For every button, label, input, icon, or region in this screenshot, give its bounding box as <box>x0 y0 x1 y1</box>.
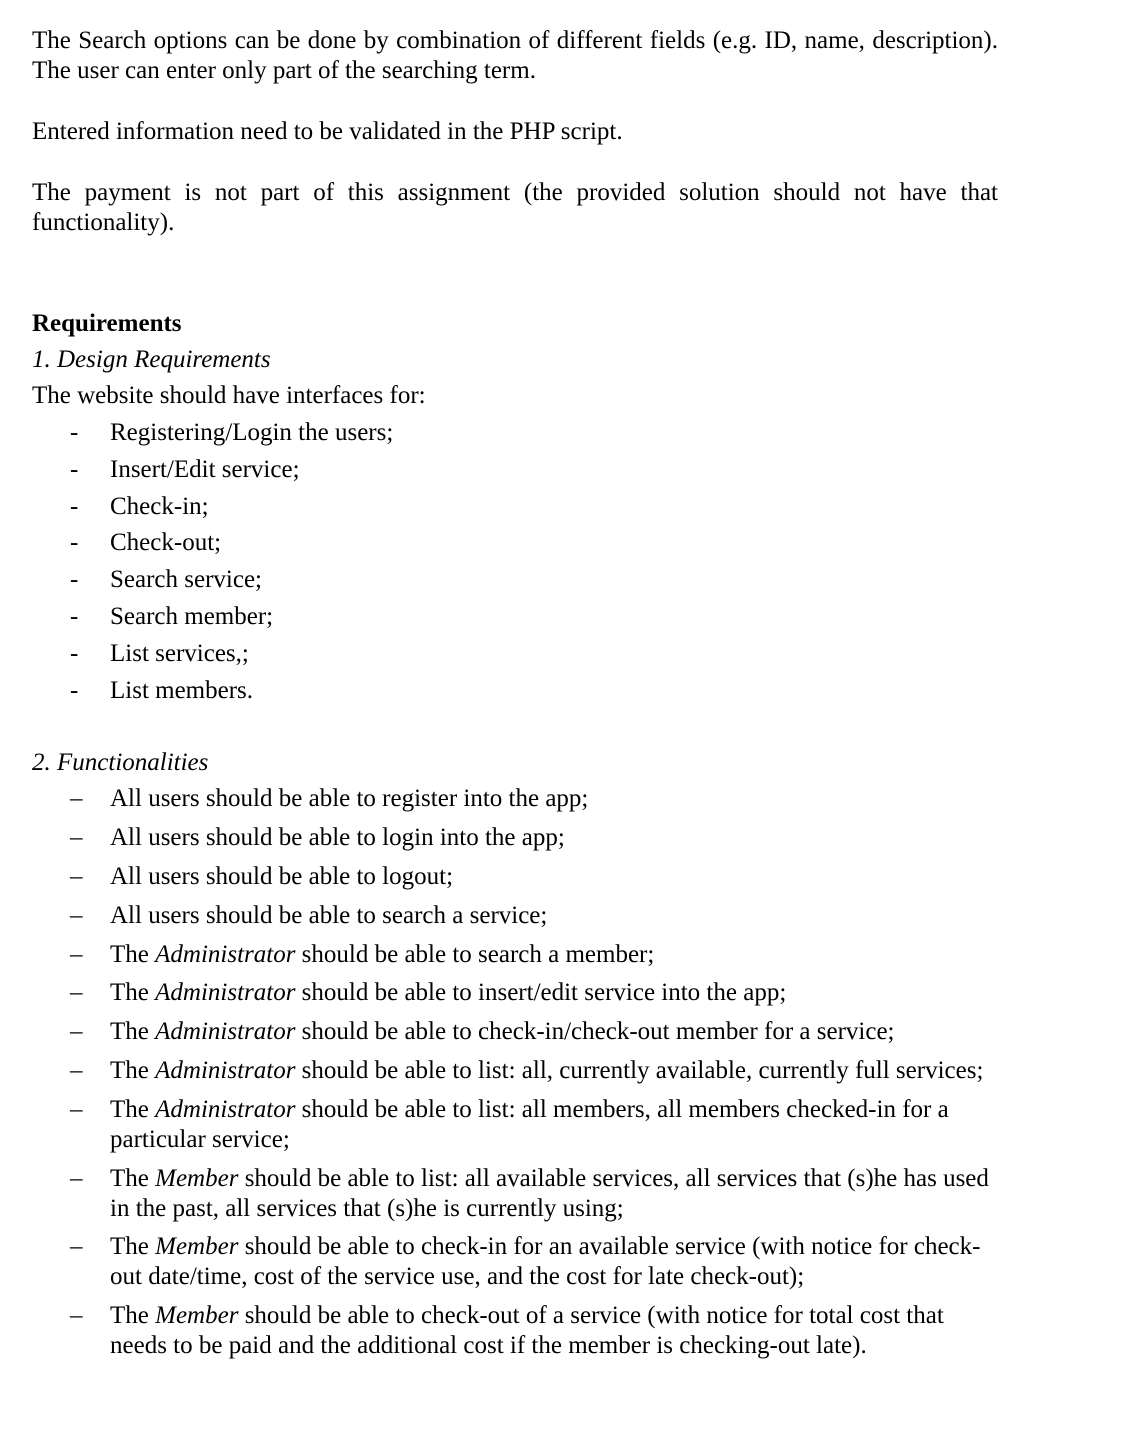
item-prefix: The <box>110 1302 156 1330</box>
dash-bullet: – <box>70 1095 83 1123</box>
dash-bullet: - <box>70 566 79 594</box>
dash-bullet: - <box>70 455 79 483</box>
dash-bullet: – <box>70 901 83 929</box>
item-role: Administrator <box>155 940 296 968</box>
item-prefix: The <box>110 1018 156 1046</box>
list-item <box>32 1301 998 1361</box>
paragraph-payment: The payment is not part of this assignment (the provided solution should not have that functionality). <box>32 179 998 236</box>
item-role: Administrator <box>155 979 296 1007</box>
dash-bullet: – <box>70 785 83 813</box>
item-prefix: The <box>110 979 156 1007</box>
dash-bullet: - <box>70 419 79 446</box>
list-item-text: List services,; <box>110 639 249 667</box>
dash-bullet: - <box>70 529 79 557</box>
item-role: Administrator <box>155 1018 296 1046</box>
item-text: should be able to check-in/check-out member for a service; <box>295 1018 895 1046</box>
list-item <box>32 452 998 489</box>
dash-bullet: - <box>70 492 79 520</box>
item-role: Member <box>155 1164 239 1192</box>
dash-bullet: – <box>70 940 83 968</box>
dash-bullet: – <box>70 1018 83 1046</box>
dash-bullet: – <box>70 824 83 852</box>
item-text: should be able to check-out of a service (with notice for total cost that needs to be paid and the additional cost if the member is checking-out late). <box>110 1302 944 1360</box>
functionalities-list <box>32 784 998 1361</box>
dash-bullet: – <box>70 862 83 890</box>
functionalities-heading: 2. Functionalities <box>32 749 209 777</box>
list-item-text: Registering/Login the users; <box>110 419 394 446</box>
list-item <box>32 901 998 931</box>
paragraph-search-options: The Search options can be done by combination of different fields (e.g. ID, name, description). The user can enter only part of the searching term. <box>32 27 998 84</box>
dash-bullet: – <box>70 979 83 1007</box>
list-item <box>32 415 998 452</box>
list-item <box>32 636 998 673</box>
item-prefix: The <box>110 1233 156 1261</box>
list-item <box>32 1095 998 1155</box>
list-item <box>32 1232 998 1292</box>
dash-bullet: – <box>70 1164 83 1192</box>
list-item <box>32 784 998 814</box>
list-item <box>32 1164 998 1224</box>
item-text: All users should be able to login into the app; <box>110 824 565 852</box>
item-prefix: The <box>110 1164 156 1192</box>
requirements-heading: Requirements <box>32 310 182 337</box>
design-intro: The website should have interfaces for: <box>32 382 426 409</box>
paragraph-validation: Entered information need to be validated in the PHP script. <box>32 118 623 145</box>
list-item <box>32 978 998 1008</box>
list-item <box>32 599 998 636</box>
list-item-text: List members. <box>110 676 254 704</box>
item-text: All users should be able to logout; <box>110 862 454 890</box>
item-role: Administrator <box>155 1095 296 1123</box>
document-body <box>32 26 998 1370</box>
list-item <box>32 823 998 853</box>
list-item <box>32 940 998 970</box>
list-item <box>32 1017 998 1047</box>
dash-bullet: - <box>70 602 79 630</box>
item-text: All users should be able to search a service; <box>110 901 548 929</box>
design-requirements-heading: 1. Design Requirements <box>32 346 271 373</box>
list-item-text: Insert/Edit service; <box>110 455 300 483</box>
list-item-text: Check-in; <box>110 492 209 520</box>
item-text: should be able to search a member; <box>295 940 655 968</box>
list-item <box>32 525 998 562</box>
list-item <box>32 1056 998 1086</box>
list-item-text: Search member; <box>110 602 274 630</box>
item-text: should be able to list: all, currently available, currently full services; <box>295 1056 984 1084</box>
design-requirements-list <box>32 415 998 709</box>
item-prefix: The <box>110 1095 156 1123</box>
dash-bullet: – <box>70 1056 83 1084</box>
item-role: Member <box>155 1302 239 1330</box>
item-text: should be able to list: all available services, all services that (s)he has used in the past, all services that (s)he is currently using; <box>110 1164 989 1222</box>
dash-bullet: - <box>70 676 79 704</box>
item-text: should be able to check-in for an available service (with notice for check-out date/time, cost of the service use, and the cost for late check-out); <box>110 1233 981 1291</box>
dash-bullet: - <box>70 639 79 667</box>
item-text: should be able to list: all members, all members checked-in for a particular service; <box>110 1095 949 1153</box>
item-role: Member <box>155 1233 239 1261</box>
list-item <box>32 489 998 526</box>
list-item <box>32 673 998 710</box>
item-text: All users should be able to register into the app; <box>110 785 589 813</box>
dash-bullet: – <box>70 1233 83 1261</box>
list-item-text: Check-out; <box>110 529 222 557</box>
item-prefix: The <box>110 940 156 968</box>
item-prefix: The <box>110 1056 156 1084</box>
list-item <box>32 862 998 892</box>
list-item-text: Search service; <box>110 566 263 594</box>
item-text: should be able to insert/edit service into the app; <box>295 979 787 1007</box>
dash-bullet: – <box>70 1302 83 1330</box>
list-item <box>32 562 998 599</box>
item-role: Administrator <box>155 1056 296 1084</box>
